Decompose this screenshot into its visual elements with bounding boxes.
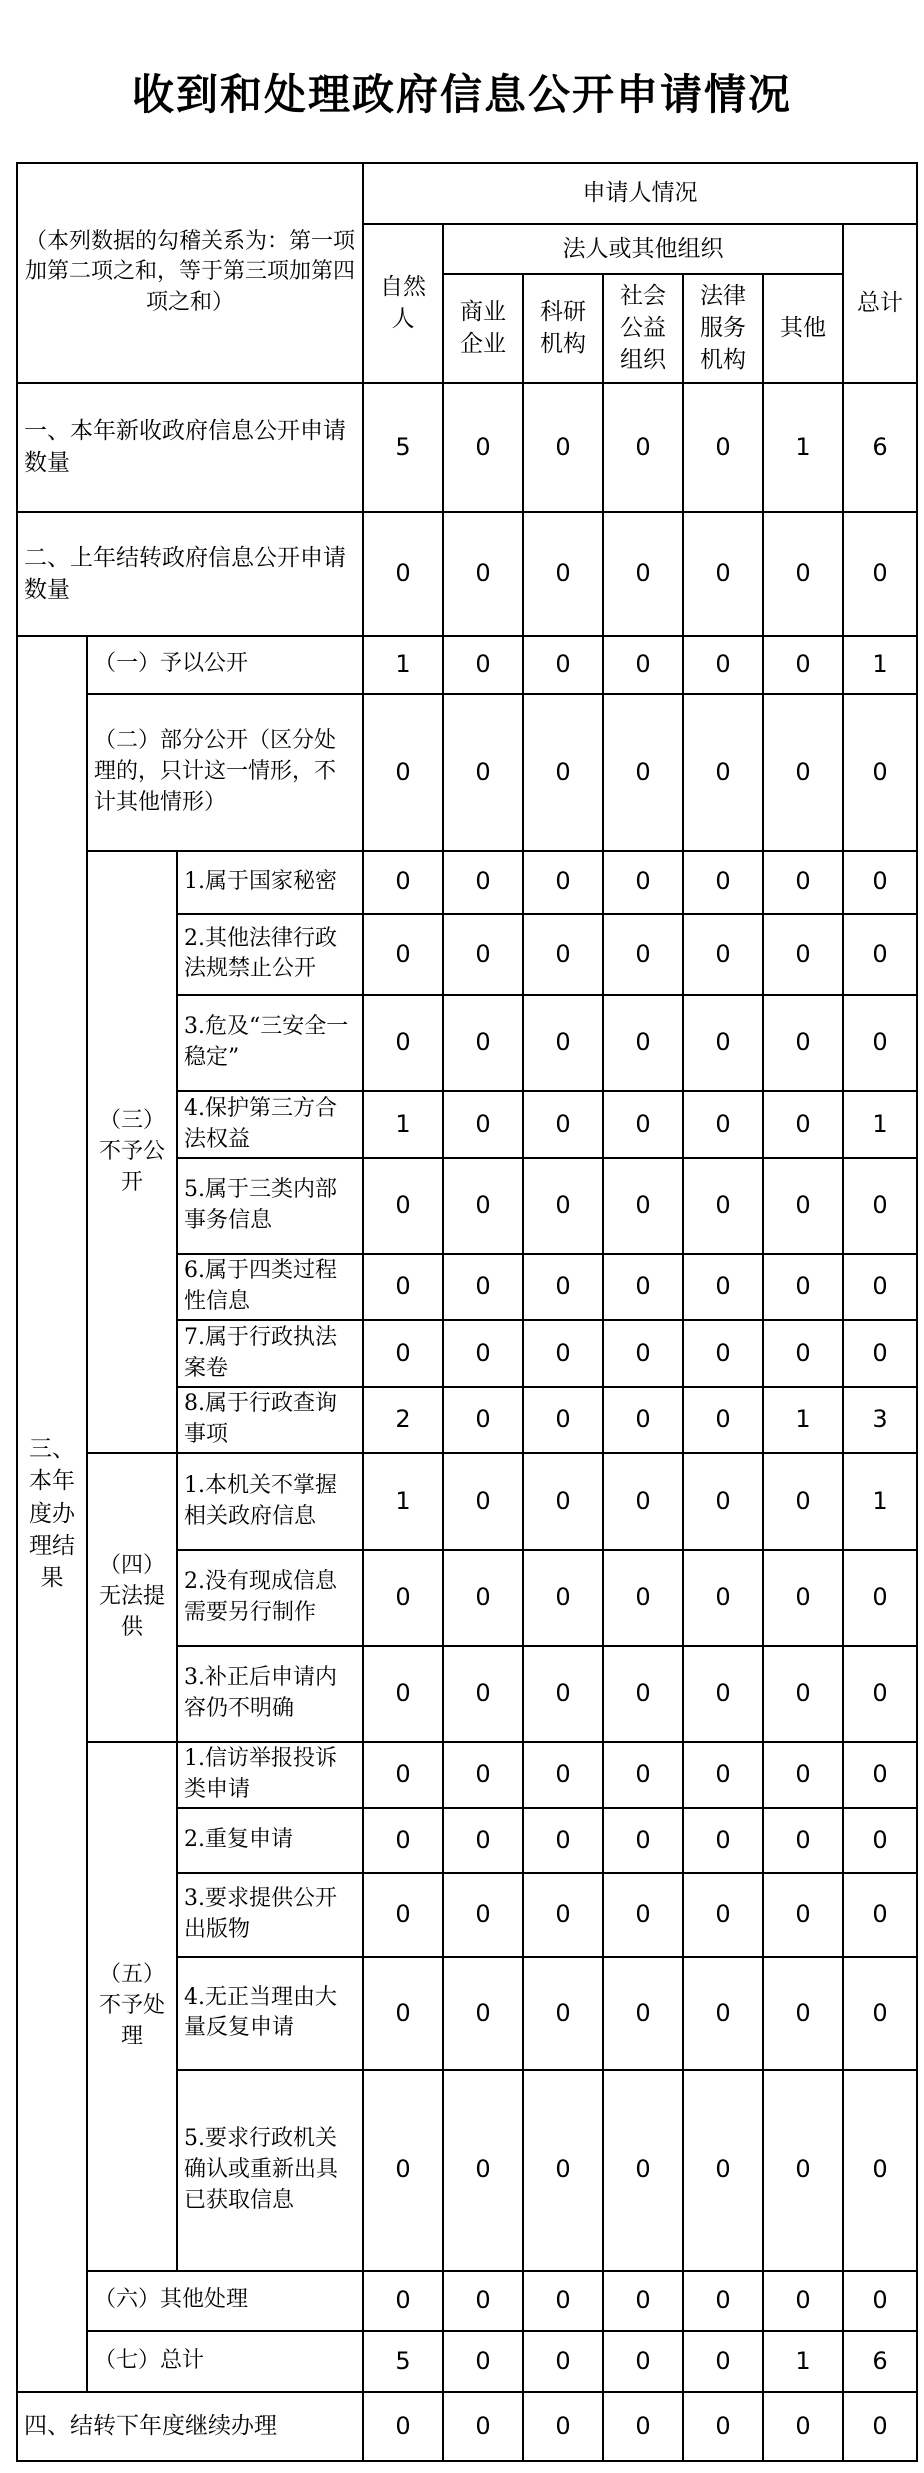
value-cell: 0 xyxy=(443,1453,523,1549)
row-label: 3.补正后申请内容仍不明确 xyxy=(177,1646,363,1742)
value-cell: 0 xyxy=(683,2331,763,2392)
value-cell: 1 xyxy=(763,383,843,513)
value-cell: 0 xyxy=(683,851,763,914)
value-cell: 0 xyxy=(523,2271,603,2332)
value-cell: 0 xyxy=(683,995,763,1091)
group-label-no-disclosure: （三）不予公开 xyxy=(87,851,177,1454)
value-cell: 0 xyxy=(523,2070,603,2271)
value-cell: 0 xyxy=(363,512,443,635)
value-cell: 0 xyxy=(523,851,603,914)
group-label-cannot-provide: （四）无法提供 xyxy=(87,1453,177,1742)
value-cell: 0 xyxy=(363,1254,443,1320)
row-label: 7.属于行政执法案卷 xyxy=(177,1320,363,1386)
row-label: 二、上年结转政府信息公开申请数量 xyxy=(17,512,363,635)
value-cell: 0 xyxy=(843,851,917,914)
value-cell: 0 xyxy=(603,1387,683,1453)
value-cell: 0 xyxy=(683,383,763,513)
value-cell: 0 xyxy=(843,512,917,635)
value-cell: 0 xyxy=(763,1158,843,1254)
row-label: 5.属于三类内部事务信息 xyxy=(177,1158,363,1254)
value-cell: 0 xyxy=(523,2392,603,2461)
value-cell: 0 xyxy=(523,1808,603,1873)
value-cell: 0 xyxy=(683,1742,763,1808)
value-cell: 0 xyxy=(443,1320,523,1386)
value-cell: 0 xyxy=(603,2331,683,2392)
value-cell: 0 xyxy=(443,512,523,635)
value-cell: 0 xyxy=(763,1550,843,1646)
value-cell: 0 xyxy=(843,914,917,996)
header-total: 总计 xyxy=(843,224,917,383)
header-col-research: 科研机构 xyxy=(523,274,603,383)
value-cell: 0 xyxy=(363,914,443,996)
value-cell: 0 xyxy=(763,1091,843,1157)
header-applicant: 申请人情况 xyxy=(363,163,917,224)
value-cell: 0 xyxy=(763,512,843,635)
value-cell: 5 xyxy=(363,2331,443,2392)
value-cell: 0 xyxy=(763,995,843,1091)
value-cell: 0 xyxy=(843,1873,917,1957)
header-natural-person: 自然人 xyxy=(363,224,443,383)
row-label: 四、结转下年度继续办理 xyxy=(17,2392,363,2461)
row-label: 4.无正当理由大量反复申请 xyxy=(177,1957,363,2070)
value-cell: 1 xyxy=(363,1091,443,1157)
value-cell: 0 xyxy=(363,694,443,851)
value-cell: 0 xyxy=(363,1158,443,1254)
value-cell: 0 xyxy=(363,1873,443,1957)
value-cell: 0 xyxy=(443,1254,523,1320)
value-cell: 0 xyxy=(443,1387,523,1453)
value-cell: 0 xyxy=(603,636,683,695)
value-cell: 0 xyxy=(843,2271,917,2332)
value-cell: 0 xyxy=(443,636,523,695)
table-row xyxy=(17,1742,917,1808)
table-row xyxy=(17,694,917,851)
value-cell: 0 xyxy=(843,995,917,1091)
value-cell: 0 xyxy=(443,914,523,996)
row-label: 3.危及“三安全一稳定” xyxy=(177,995,363,1091)
value-cell: 0 xyxy=(603,2070,683,2271)
value-cell: 0 xyxy=(443,2271,523,2332)
table-row xyxy=(17,512,917,635)
value-cell: 0 xyxy=(843,1320,917,1386)
value-cell: 0 xyxy=(683,1453,763,1549)
value-cell: 0 xyxy=(523,914,603,996)
value-cell: 0 xyxy=(363,2271,443,2332)
row-label: 1.信访举报投诉类申请 xyxy=(177,1742,363,1808)
value-cell: 0 xyxy=(843,1646,917,1742)
value-cell: 0 xyxy=(523,1387,603,1453)
value-cell: 0 xyxy=(443,2392,523,2461)
value-cell: 0 xyxy=(523,1320,603,1386)
value-cell: 0 xyxy=(523,1550,603,1646)
value-cell: 0 xyxy=(363,1646,443,1742)
value-cell: 0 xyxy=(683,1091,763,1157)
row-label: 8.属于行政查询事项 xyxy=(177,1387,363,1453)
row-label: 6.属于四类过程性信息 xyxy=(177,1254,363,1320)
value-cell: 0 xyxy=(443,1091,523,1157)
value-cell: 0 xyxy=(683,1387,763,1453)
table-row xyxy=(17,2392,917,2461)
value-cell: 0 xyxy=(843,1158,917,1254)
value-cell: 0 xyxy=(843,1808,917,1873)
value-cell: 0 xyxy=(363,2392,443,2461)
value-cell: 0 xyxy=(683,2392,763,2461)
value-cell: 0 xyxy=(363,851,443,914)
value-cell: 0 xyxy=(763,1742,843,1808)
value-cell: 1 xyxy=(763,2331,843,2392)
value-cell: 0 xyxy=(843,1742,917,1808)
table-row xyxy=(17,1453,917,1549)
table-row xyxy=(17,636,917,695)
value-cell: 0 xyxy=(603,1254,683,1320)
value-cell: 0 xyxy=(443,1158,523,1254)
value-cell: 0 xyxy=(763,1646,843,1742)
row-label: 2.重复申请 xyxy=(177,1808,363,1873)
value-cell: 0 xyxy=(603,914,683,996)
value-cell: 0 xyxy=(763,2392,843,2461)
value-cell: 0 xyxy=(843,694,917,851)
value-cell: 1 xyxy=(763,1387,843,1453)
value-cell: 0 xyxy=(443,851,523,914)
value-cell: 0 xyxy=(603,1742,683,1808)
value-cell: 0 xyxy=(603,1091,683,1157)
value-cell: 1 xyxy=(843,636,917,695)
value-cell: 0 xyxy=(363,1320,443,1386)
value-cell: 0 xyxy=(443,383,523,513)
value-cell: 0 xyxy=(443,995,523,1091)
value-cell: 3 xyxy=(843,1387,917,1453)
value-cell: 0 xyxy=(683,1808,763,1873)
header-col-business: 商业企业 xyxy=(443,274,523,383)
value-cell: 0 xyxy=(363,1742,443,1808)
value-cell: 0 xyxy=(523,512,603,635)
header-col-public-welfare: 社会公益组织 xyxy=(603,274,683,383)
value-cell: 0 xyxy=(603,1320,683,1386)
value-cell: 0 xyxy=(683,636,763,695)
value-cell: 0 xyxy=(843,2392,917,2461)
page-title: 收到和处理政府信息公开申请情况 xyxy=(131,70,792,119)
value-cell: 6 xyxy=(843,383,917,513)
value-cell: 0 xyxy=(763,1254,843,1320)
table-row xyxy=(17,851,917,914)
value-cell: 0 xyxy=(523,1957,603,2070)
value-cell: 0 xyxy=(363,1550,443,1646)
value-cell: 0 xyxy=(763,694,843,851)
row-label: （六）其他处理 xyxy=(87,2271,363,2332)
value-cell: 0 xyxy=(523,2331,603,2392)
value-cell: 0 xyxy=(763,2070,843,2271)
value-cell: 2 xyxy=(363,1387,443,1453)
value-cell: 0 xyxy=(843,1957,917,2070)
value-cell: 1 xyxy=(363,1453,443,1549)
value-cell: 1 xyxy=(363,636,443,695)
value-cell: 0 xyxy=(523,1158,603,1254)
value-cell: 0 xyxy=(523,1091,603,1157)
value-cell: 0 xyxy=(763,2271,843,2332)
value-cell: 0 xyxy=(603,2392,683,2461)
row-label: 2.其他法律行政法规禁止公开 xyxy=(177,914,363,996)
value-cell: 0 xyxy=(763,1320,843,1386)
value-cell: 0 xyxy=(523,995,603,1091)
row-label: （七）总计 xyxy=(87,2331,363,2392)
value-cell: 0 xyxy=(523,1873,603,1957)
section-3-label: 三、本年度办理结果 xyxy=(17,636,87,2392)
value-cell: 0 xyxy=(603,1957,683,2070)
value-cell: 0 xyxy=(843,2070,917,2271)
value-cell: 0 xyxy=(603,851,683,914)
value-cell: 0 xyxy=(523,383,603,513)
value-cell: 0 xyxy=(763,851,843,914)
value-cell: 0 xyxy=(443,2331,523,2392)
value-cell: 0 xyxy=(603,2271,683,2332)
value-cell: 0 xyxy=(363,995,443,1091)
table-row xyxy=(17,2271,917,2332)
value-cell: 0 xyxy=(443,1957,523,2070)
value-cell: 6 xyxy=(843,2331,917,2392)
value-cell: 0 xyxy=(683,1646,763,1742)
row-label: 4.保护第三方合法权益 xyxy=(177,1091,363,1157)
value-cell: 0 xyxy=(683,1320,763,1386)
value-cell: 0 xyxy=(443,2070,523,2271)
header-legal-group: 法人或其他组织 xyxy=(443,224,843,274)
table-row xyxy=(17,2331,917,2392)
value-cell: 0 xyxy=(603,383,683,513)
value-cell: 0 xyxy=(443,1550,523,1646)
value-cell: 0 xyxy=(363,1808,443,1873)
value-cell: 0 xyxy=(763,1873,843,1957)
value-cell: 0 xyxy=(683,512,763,635)
value-cell: 0 xyxy=(763,1957,843,2070)
value-cell: 0 xyxy=(603,995,683,1091)
value-cell: 1 xyxy=(843,1453,917,1549)
value-cell: 0 xyxy=(523,1453,603,1549)
row-label: （二）部分公开（区分处理的，只计这一情形，不计其他情形） xyxy=(87,694,363,851)
value-cell: 0 xyxy=(683,694,763,851)
value-cell: 0 xyxy=(763,914,843,996)
statistics-table xyxy=(16,162,918,2462)
value-cell: 0 xyxy=(603,1158,683,1254)
group-label-not-processed: （五）不予处理 xyxy=(87,1742,177,2271)
row-label: 1.本机关不掌握相关政府信息 xyxy=(177,1453,363,1549)
row-label: 5.要求行政机关确认或重新出具已获取信息 xyxy=(177,2070,363,2271)
table-row xyxy=(17,383,917,513)
value-cell: 5 xyxy=(363,383,443,513)
value-cell: 0 xyxy=(683,2070,763,2271)
value-cell: 0 xyxy=(443,1742,523,1808)
row-label: 一、本年新收政府信息公开申请数量 xyxy=(17,383,363,513)
value-cell: 0 xyxy=(443,694,523,851)
value-cell: 0 xyxy=(683,1158,763,1254)
value-cell: 0 xyxy=(523,1254,603,1320)
value-cell: 0 xyxy=(843,1254,917,1320)
value-cell: 0 xyxy=(523,636,603,695)
value-cell: 0 xyxy=(363,2070,443,2271)
value-cell: 0 xyxy=(683,2271,763,2332)
header-col-legal-service: 法律服务机构 xyxy=(683,274,763,383)
value-cell: 0 xyxy=(523,1646,603,1742)
value-cell: 0 xyxy=(683,1254,763,1320)
value-cell: 0 xyxy=(683,914,763,996)
value-cell: 0 xyxy=(683,1550,763,1646)
value-cell: 0 xyxy=(443,1646,523,1742)
value-cell: 1 xyxy=(843,1091,917,1157)
header-col-other: 其他 xyxy=(763,274,843,383)
value-cell: 0 xyxy=(603,1453,683,1549)
value-cell: 0 xyxy=(603,1646,683,1742)
row-label: 1.属于国家秘密 xyxy=(177,851,363,914)
value-cell: 0 xyxy=(523,694,603,851)
value-cell: 0 xyxy=(443,1808,523,1873)
value-cell: 0 xyxy=(603,1550,683,1646)
value-cell: 0 xyxy=(683,1957,763,2070)
value-cell: 0 xyxy=(363,1957,443,2070)
value-cell: 0 xyxy=(443,1873,523,1957)
header-note: （本列数据的勾稽关系为：第一项加第二项之和，等于第三项加第四项之和） xyxy=(17,163,363,383)
value-cell: 0 xyxy=(603,1808,683,1873)
value-cell: 0 xyxy=(843,1550,917,1646)
row-label: 3.要求提供公开出版物 xyxy=(177,1873,363,1957)
value-cell: 0 xyxy=(763,636,843,695)
value-cell: 0 xyxy=(603,1873,683,1957)
value-cell: 0 xyxy=(683,1873,763,1957)
row-label: （一）予以公开 xyxy=(87,636,363,695)
value-cell: 0 xyxy=(523,1742,603,1808)
value-cell: 0 xyxy=(603,512,683,635)
value-cell: 0 xyxy=(763,1453,843,1549)
value-cell: 0 xyxy=(763,1808,843,1873)
row-label: 2.没有现成信息需要另行制作 xyxy=(177,1550,363,1646)
value-cell: 0 xyxy=(603,694,683,851)
